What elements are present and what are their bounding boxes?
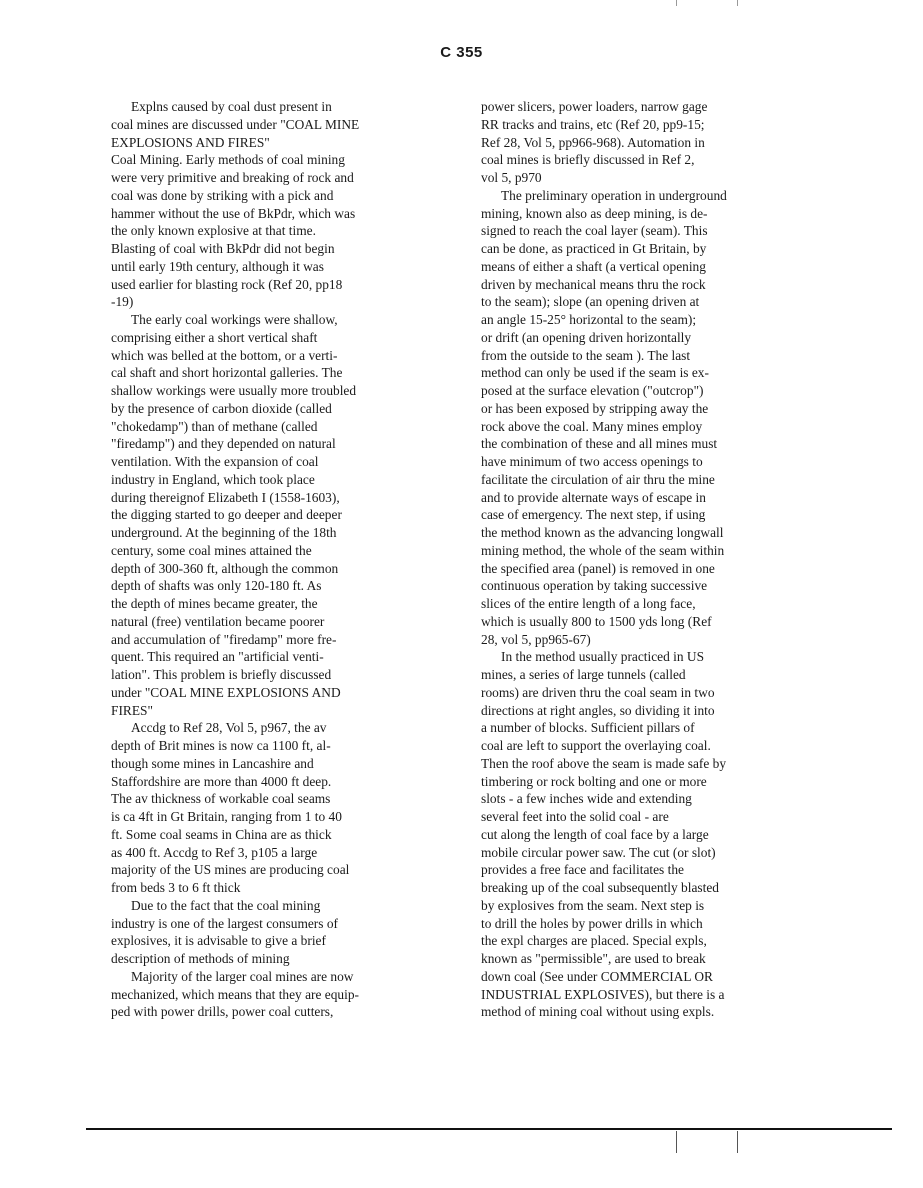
- text-line: description of methods of mining: [111, 951, 290, 966]
- text-line: by the presence of carbon dioxide (called: [111, 400, 332, 416]
- text-line: majority of the US mines are producing coal: [111, 862, 350, 878]
- text-line: and accumulation of "firedamp" more fre-: [111, 631, 337, 647]
- text-line: power slicers, power loaders, narrow gage: [481, 99, 708, 114]
- text-line: coal was done by striking with a pick and: [111, 187, 334, 203]
- text-line: mining, known also as deep mining, is de-: [481, 205, 708, 221]
- text-line: coal mines is briefly discussed in Ref 2,: [481, 152, 695, 168]
- right-text-column: [481, 98, 796, 1021]
- text-line: quent. This required an "artificial venti-: [111, 649, 324, 665]
- text-line: mines, a series of large tunnels (called: [481, 667, 686, 682]
- text-line: Accdg to Ref 28, Vol 5, p967, the av: [131, 720, 327, 736]
- top-edge-mark: [676, 0, 677, 6]
- text-line: case of emergency. The next step, if using: [481, 507, 706, 523]
- text-line: timbering or rock bolting and one or more: [481, 773, 707, 789]
- text-line: the combination of these and all mines must: [481, 436, 718, 452]
- text-line: "chokedamp") than of methane (called: [111, 418, 318, 434]
- text-line: The early coal workings were shallow,: [131, 312, 338, 327]
- text-line: Majority of the larger coal mines are now: [131, 968, 354, 984]
- text-line: were very primitive and breaking of rock and: [111, 170, 354, 185]
- text-line: cal shaft and short horizontal galleries. The: [111, 365, 343, 381]
- text-line: Then the roof above the seam is made safe by: [481, 755, 727, 771]
- text-line: In the method usually practiced in US: [501, 649, 705, 665]
- text-line: depth of shafts was only 120-180 ft. As: [111, 578, 322, 594]
- page-number: C 355: [440, 44, 483, 61]
- text-line: method of mining coal without using expls.: [481, 1004, 715, 1020]
- text-line: means of either a shaft (a vertical opening: [481, 258, 706, 274]
- left-text-column: [111, 98, 423, 1021]
- text-line: breaking up of the coal subsequently blasted: [481, 880, 719, 895]
- text-line: ped with power drills, power coal cutters,: [111, 1004, 334, 1020]
- text-line: or has been exposed by stripping away the: [481, 400, 709, 416]
- text-line: INDUSTRIAL EXPLOSIVES), but there is a: [481, 986, 725, 1002]
- text-line: mobile circular power saw. The cut (or slot): [481, 844, 716, 860]
- text-line: cut along the length of coal face by a large: [481, 826, 709, 842]
- text-line: "firedamp") and they depended on natural: [111, 436, 336, 452]
- text-line: depth of Brit mines is now ca 1100 ft, al-: [111, 738, 331, 753]
- text-line: slots - a few inches wide and extending: [481, 791, 692, 807]
- text-line: a number of blocks. Sufficient pillars of: [481, 720, 695, 736]
- footer-tick-mark: [676, 1131, 677, 1153]
- text-line: RR tracks and trains, etc (Ref 20, pp9-15;: [481, 116, 705, 132]
- text-line: to the seam); slope (an opening driven at: [481, 294, 700, 310]
- text-line: industry in England, which took place: [111, 471, 315, 487]
- text-line: FIRES": [111, 702, 153, 718]
- text-line: facilitate the circulation of air thru the mine: [481, 471, 715, 487]
- text-line: under "COAL MINE EXPLOSIONS AND: [111, 684, 341, 700]
- text-line: Due to the fact that the coal mining: [131, 897, 321, 913]
- text-line: The preliminary operation in underground: [501, 187, 727, 203]
- footer-rule: [86, 1128, 892, 1130]
- top-edge-mark: [737, 0, 738, 6]
- text-line: which was belled at the bottom, or a verti-: [111, 347, 338, 363]
- text-line: ft. Some coal seams in China are as thick: [111, 826, 332, 842]
- text-line: the digging started to go deeper and deeper: [111, 507, 342, 523]
- text-line: industry is one of the largest consumers of: [111, 915, 338, 931]
- text-line: as 400 ft. Accdg to Ref 3, p105 a large: [111, 844, 318, 860]
- text-line: the depth of mines became greater, the: [111, 596, 318, 611]
- text-line: slices of the entire length of a long face,: [481, 596, 696, 611]
- text-line: from the outside to the seam ). The last: [481, 347, 691, 363]
- text-line: signed to reach the coal layer (seam). This: [481, 223, 708, 239]
- text-line: Explns caused by coal dust present in: [131, 99, 332, 114]
- text-line: vol 5, p970: [481, 170, 542, 185]
- text-line: ventilation. With the expansion of coal: [111, 454, 319, 469]
- text-line: shallow workings were usually more troubled: [111, 383, 357, 398]
- text-line: or drift (an opening driven horizontally: [481, 329, 692, 345]
- text-line: rooms) are driven thru the coal seam in two: [481, 684, 715, 700]
- text-line: depth of 300-360 ft, although the common: [111, 560, 339, 576]
- text-line: hammer without the use of BkPdr, which was: [111, 205, 356, 221]
- text-line: continuous operation by taking successive: [481, 578, 708, 594]
- text-line: several feet into the solid coal - are: [481, 809, 669, 824]
- text-line: 28, vol 5, pp965-67): [481, 631, 591, 647]
- text-line: underground. At the beginning of the 18th: [111, 525, 337, 540]
- text-line: Coal Mining. Early methods of coal mining: [111, 152, 345, 168]
- text-line: the only known explosive at that time.: [111, 223, 316, 239]
- text-line: rock above the coal. Many mines employ: [481, 418, 703, 434]
- text-line: EXPLOSIONS AND FIRES": [111, 134, 270, 150]
- text-line: is ca 4ft in Gt Britain, ranging from 1 to 40: [111, 809, 342, 824]
- text-line: from beds 3 to 6 ft thick: [111, 880, 241, 895]
- text-line: known as "permissible", are used to break: [481, 951, 706, 966]
- text-line: driven by mechanical means thru the rock: [481, 276, 706, 292]
- text-line: during thereignof Elizabeth I (1558-1603),: [111, 489, 340, 505]
- text-line: The av thickness of workable coal seams: [111, 791, 331, 807]
- text-line: have minimum of two access openings to: [481, 454, 703, 469]
- text-line: provides a free face and facilitates the: [481, 862, 684, 878]
- text-line: Staffordshire are more than 4000 ft deep.: [111, 773, 332, 789]
- text-line: Blasting of coal with BkPdr did not begin: [111, 241, 335, 256]
- text-line: until early 19th century, although it was: [111, 258, 324, 274]
- text-line: the specified area (panel) is removed in one: [481, 560, 715, 576]
- text-line: century, some coal mines attained the: [111, 542, 312, 558]
- text-line: and to provide alternate ways of escape in: [481, 489, 706, 505]
- text-line: by explosives from the seam. Next step is: [481, 897, 705, 913]
- text-line: Ref 28, Vol 5, pp966-968). Automation in: [481, 134, 705, 150]
- text-line: though some mines in Lancashire and: [111, 755, 314, 771]
- text-line: natural (free) ventilation became poorer: [111, 613, 325, 629]
- text-line: mining method, the whole of the seam within: [481, 542, 725, 558]
- text-line: used earlier for blasting rock (Ref 20, pp18: [111, 276, 343, 292]
- text-line: to drill the holes by power drills in which: [481, 915, 703, 931]
- text-line: comprising either a short vertical shaft: [111, 329, 318, 345]
- text-line: coal are left to support the overlaying coal.: [481, 738, 711, 753]
- text-line: mechanized, which means that they are equip-: [111, 986, 359, 1002]
- text-line: coal mines are discussed under "COAL MINE: [111, 116, 360, 132]
- text-line: down coal (See under COMMERCIAL OR: [481, 968, 713, 984]
- text-line: the expl charges are placed. Special expls,: [481, 933, 707, 949]
- footer-tick-mark: [737, 1131, 738, 1153]
- text-line: explosives, it is advisable to give a brief: [111, 933, 326, 949]
- text-line: the method known as the advancing longwall: [481, 525, 724, 540]
- text-line: method can only be used if the seam is ex-: [481, 365, 709, 381]
- text-line: which is usually 800 to 1500 yds long (Ref: [481, 613, 712, 629]
- text-line: an angle 15-25° horizontal to the seam);: [481, 312, 697, 327]
- text-line: posed at the surface elevation ("outcrop"): [481, 383, 704, 398]
- text-line: can be done, as practiced in Gt Britain, by: [481, 241, 707, 256]
- text-line: directions at right angles, so dividing it into: [481, 702, 715, 718]
- text-line: -19): [111, 294, 134, 310]
- text-line: lation". This problem is briefly discussed: [111, 667, 332, 682]
